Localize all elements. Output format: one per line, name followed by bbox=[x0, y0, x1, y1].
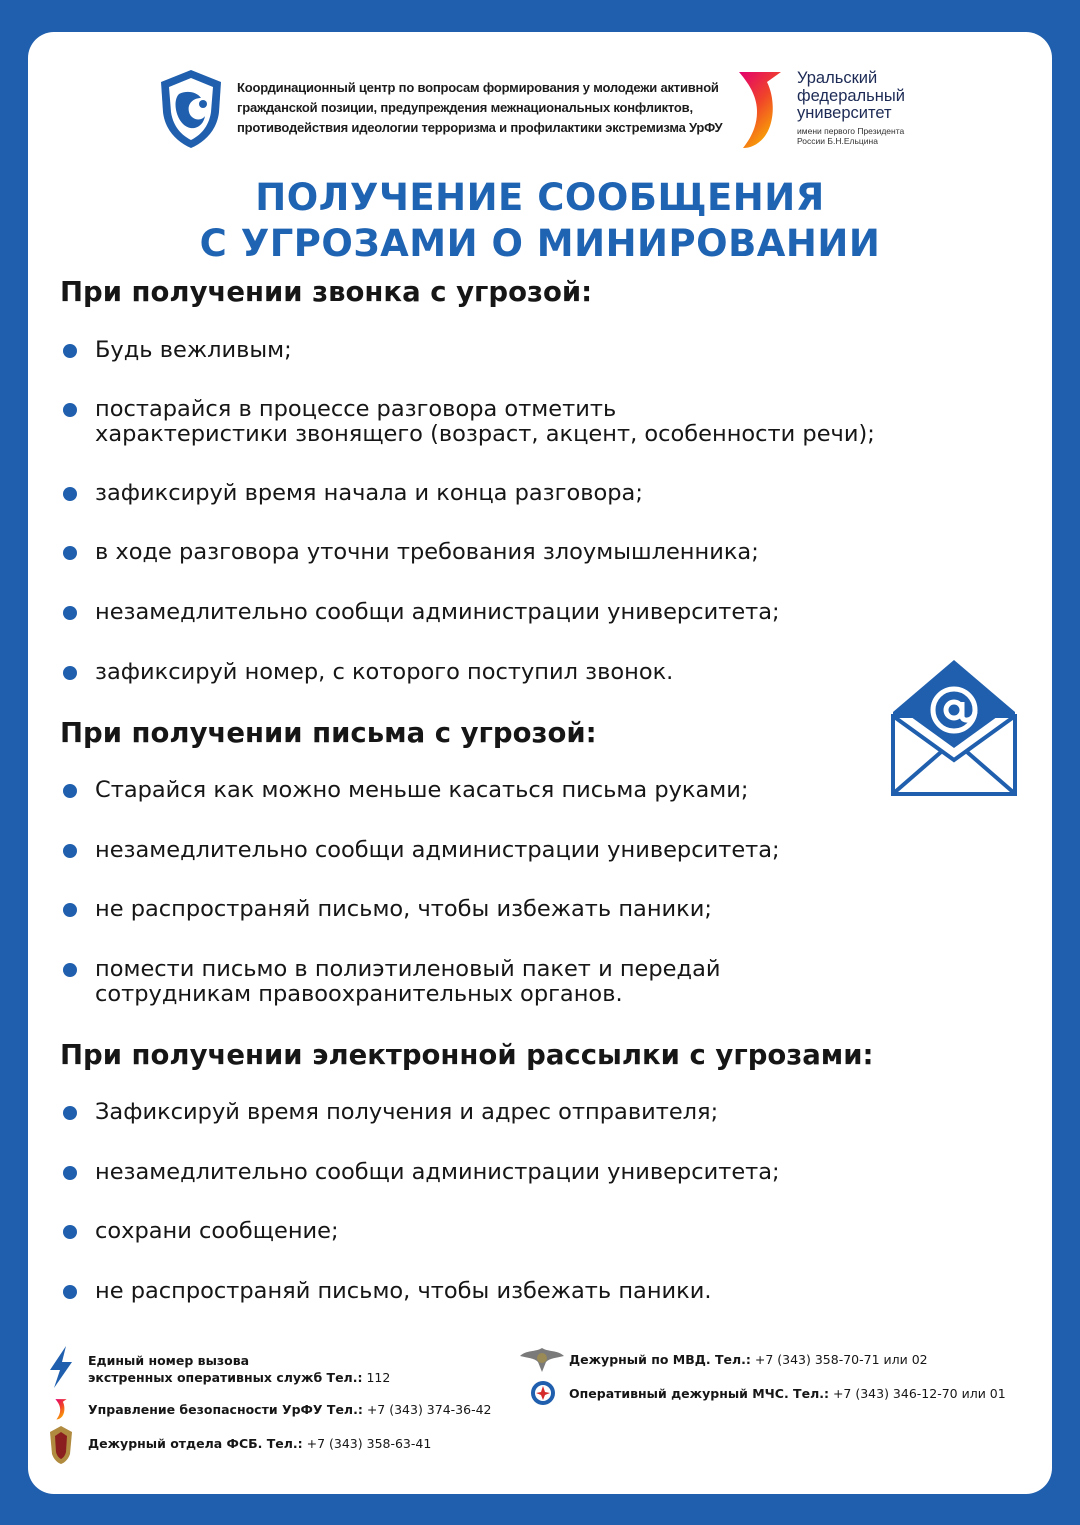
mvd-contact: Дежурный по МВД. Тел.: +7 (343) 358-70-71 или 02 bbox=[569, 1352, 928, 1367]
envelope-at-icon bbox=[889, 656, 1019, 798]
bullet-icon bbox=[63, 903, 77, 917]
bullet-icon bbox=[63, 666, 77, 680]
urfu-name: Уральский федеральный университет bbox=[797, 69, 905, 122]
mvd-emblem-icon bbox=[518, 1344, 566, 1374]
fsb-emblem-icon bbox=[48, 1424, 74, 1466]
title-line-2: С УГРОЗАМИ О МИНИРОВАНИИ bbox=[199, 222, 881, 265]
center-line-2: гражданской позиции, предупреждения межнациональных конфликтов, bbox=[237, 100, 693, 115]
list-item: помести письмо в полиэтиленовый пакет и передай сотрудникам правоохранительных органов. bbox=[95, 956, 721, 1007]
list-item: зафиксируй номер, с которого поступил звонок. bbox=[95, 659, 674, 685]
center-line-3: противодействия идеологии терроризма и профилактики экстремизма УрФУ bbox=[237, 120, 723, 135]
urfu-logo-icon bbox=[737, 68, 783, 150]
mchs-emblem-icon bbox=[530, 1380, 556, 1406]
security-contact: Управление безопасности УрФУ Тел.: +7 (343) 374-36-42 bbox=[88, 1402, 492, 1417]
list-item: незамедлительно сообщи администрации университета; bbox=[95, 599, 780, 625]
page-title bbox=[0, 175, 1080, 267]
list-item: незамедлительно сообщи администрации университета; bbox=[95, 837, 780, 863]
list-item: Зафиксируй время получения и адрес отправителя; bbox=[95, 1099, 719, 1125]
bullet-icon bbox=[63, 844, 77, 858]
bullet-icon bbox=[63, 1225, 77, 1239]
lightning-icon bbox=[46, 1344, 76, 1390]
list-item: не распространяй письмо, чтобы избежать паники. bbox=[95, 1278, 712, 1304]
section-heading-call: При получении звонка с угрозой: bbox=[60, 276, 593, 308]
coordination-center-text bbox=[237, 78, 723, 138]
bullet-icon bbox=[63, 546, 77, 560]
section-heading-email: При получении электронной рассылки с угрозами: bbox=[60, 1039, 874, 1071]
bullet-icon bbox=[63, 1166, 77, 1180]
urfu-subtitle: имени первого Президента России Б.Н.Ельцина bbox=[797, 126, 905, 146]
center-line-1: Координационный центр по вопросам формирования у молодежи активной bbox=[237, 80, 719, 95]
section-heading-letter: При получении письма с угрозой: bbox=[60, 717, 597, 749]
bullet-icon bbox=[63, 344, 77, 358]
bullet-icon bbox=[63, 1285, 77, 1299]
shield-logo-icon bbox=[157, 68, 225, 150]
fsb-contact: Дежурный отдела ФСБ. Тел.: +7 (343) 358-63-41 bbox=[88, 1436, 432, 1451]
list-item: зафиксируй время начала и конца разговора; bbox=[95, 480, 643, 506]
urfu-small-icon bbox=[52, 1398, 70, 1420]
title-line-1: ПОЛУЧЕНИЕ СООБЩЕНИЯ bbox=[255, 176, 825, 219]
list-item: Старайся как можно меньше касаться письма руками; bbox=[95, 777, 749, 803]
emergency-contact: Единый номер вызова экстренных оперативных служб Тел.: 112 bbox=[88, 1353, 391, 1385]
list-item: постарайся в процессе разговора отметить характеристики звонящего (возраст, акцент, особенности речи); bbox=[95, 396, 875, 447]
list-item: Будь вежливым; bbox=[95, 337, 292, 363]
bullet-icon bbox=[63, 1106, 77, 1120]
bullet-icon bbox=[63, 963, 77, 977]
bullet-icon bbox=[63, 606, 77, 620]
bullet-icon bbox=[63, 487, 77, 501]
list-item: не распространяй письмо, чтобы избежать паники; bbox=[95, 896, 712, 922]
mchs-contact: Оперативный дежурный МЧС. Тел.: +7 (343) 346-12-70 или 01 bbox=[569, 1386, 1006, 1401]
bullet-icon bbox=[63, 784, 77, 798]
list-item: незамедлительно сообщи администрации университета; bbox=[95, 1159, 780, 1185]
list-item: в ходе разговора уточни требования злоумышленника; bbox=[95, 539, 759, 565]
bullet-icon bbox=[63, 403, 77, 417]
list-item: сохрани сообщение; bbox=[95, 1218, 339, 1244]
